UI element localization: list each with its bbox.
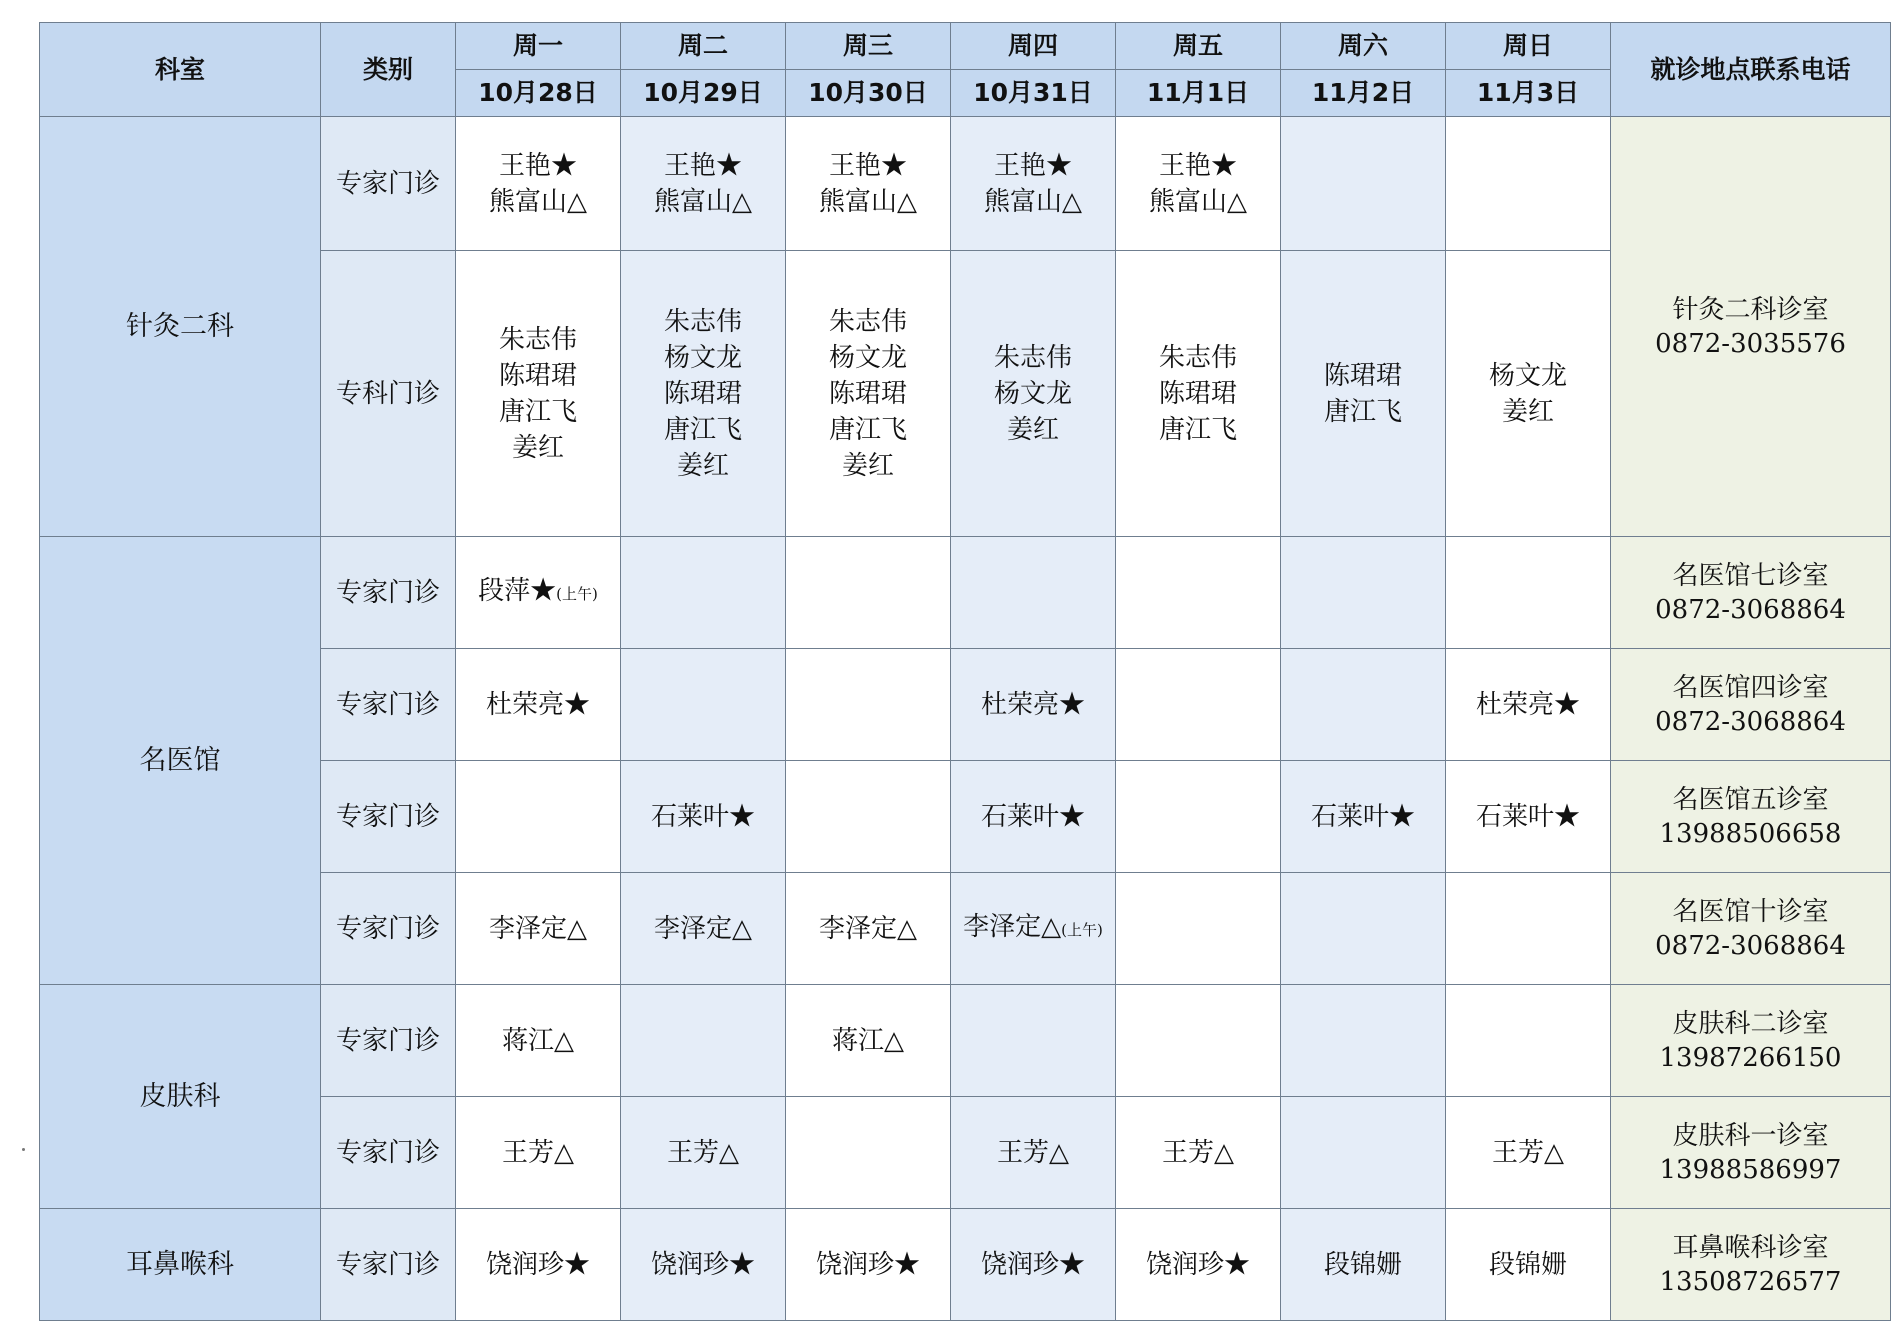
location-room: 名医馆五诊室 — [1672, 784, 1829, 815]
header-category: 类别 — [321, 23, 456, 117]
doctor-entry: 王艳★ — [1158, 150, 1237, 181]
department-name: 名医馆 — [40, 537, 321, 985]
schedule-cell — [1281, 251, 1446, 537]
category-cell: 专家门诊 — [321, 649, 456, 761]
header-date: 10月30日 — [786, 70, 951, 117]
schedule-cell — [621, 117, 786, 251]
doctor-entry: 杨文龙 — [993, 378, 1072, 409]
schedule-cell — [1281, 649, 1446, 761]
schedule-cell — [1116, 251, 1281, 537]
schedule-cell — [1446, 649, 1611, 761]
doctor-entry: 杨文龙 — [663, 342, 742, 373]
location-phone: 13988506658 — [1659, 818, 1842, 849]
schedule-cell — [621, 873, 786, 985]
location-room: 耳鼻喉科诊室 — [1672, 1232, 1829, 1263]
table-row — [40, 117, 1891, 251]
doctor-entry: 王芳△ — [1162, 1137, 1234, 1168]
schedule-cell — [1281, 117, 1446, 251]
doctor-entry: 姜红 — [511, 432, 564, 463]
header-weekday: 周一 — [456, 23, 621, 70]
schedule-cell — [1281, 1097, 1446, 1209]
doctor-entry: 熊富山△ — [984, 186, 1082, 217]
doctor-entry: 唐江飞 — [1158, 414, 1237, 445]
doctor-entry: 李泽定△(上午) — [963, 912, 1103, 942]
schedule-cell — [951, 1209, 1116, 1321]
department-name: 耳鼻喉科 — [40, 1209, 321, 1321]
header-weekday: 周六 — [1281, 23, 1446, 70]
doctor-entry: 段锦姗 — [1488, 1249, 1567, 1280]
header-weekday: 周五 — [1116, 23, 1281, 70]
schedule-cell — [786, 985, 951, 1097]
doctor-entry: 朱志伟 — [663, 306, 742, 337]
location-phone: 13988586997 — [1659, 1154, 1842, 1185]
schedule-cell — [456, 117, 621, 251]
category-cell: 专家门诊 — [321, 1209, 456, 1321]
schedule-cell — [456, 761, 621, 873]
doctor-entry: 唐江飞 — [498, 396, 577, 427]
schedule-cell — [621, 985, 786, 1097]
header-weekday: 周二 — [621, 23, 786, 70]
doctor-entry: 杨文龙 — [828, 342, 907, 373]
schedule-table — [39, 22, 1891, 1321]
schedule-cell — [786, 537, 951, 649]
session-note: (上午) — [556, 585, 598, 603]
doctor-entry: 陈珺珺 — [663, 378, 742, 409]
table-row — [40, 985, 1891, 1097]
schedule-cell — [786, 761, 951, 873]
doctor-entry: 王芳△ — [1492, 1137, 1564, 1168]
location-cell — [1611, 537, 1891, 649]
doctor-entry: 饶润珍★ — [1145, 1249, 1250, 1280]
location-phone: 0872-3035576 — [1655, 328, 1846, 359]
category-cell: 专家门诊 — [321, 1097, 456, 1209]
schedule-cell — [456, 537, 621, 649]
header-date: 10月28日 — [456, 70, 621, 117]
doctor-entry: 王艳★ — [663, 150, 742, 181]
doctor-entry: 熊富山△ — [489, 186, 587, 217]
category-cell: 专科门诊 — [321, 251, 456, 537]
doctor-entry: 唐江飞 — [828, 414, 907, 445]
schedule-cell — [1116, 873, 1281, 985]
schedule-cell — [1116, 117, 1281, 251]
doctor-entry: 石莱叶★ — [650, 801, 755, 832]
session-note: (上午) — [1061, 921, 1103, 939]
doctor-entry: 王芳△ — [667, 1137, 739, 1168]
doctor-entry: 蒋江△ — [832, 1025, 904, 1056]
category-cell: 专家门诊 — [321, 985, 456, 1097]
location-phone: 0872-3068864 — [1655, 930, 1846, 961]
doctor-entry: 朱志伟 — [993, 342, 1072, 373]
location-cell — [1611, 761, 1891, 873]
schedule-cell — [1281, 873, 1446, 985]
schedule-cell — [1116, 1209, 1281, 1321]
doctor-entry: 姜红 — [676, 450, 729, 481]
schedule-cell — [621, 537, 786, 649]
schedule-cell — [1446, 537, 1611, 649]
schedule-cell — [1116, 985, 1281, 1097]
location-cell — [1611, 1097, 1891, 1209]
schedule-cell — [786, 649, 951, 761]
schedule-cell — [621, 761, 786, 873]
doctor-entry: 石莱叶★ — [980, 801, 1085, 832]
location-room: 名医馆十诊室 — [1672, 896, 1829, 927]
header-weekday: 周日 — [1446, 23, 1611, 70]
schedule-cell — [456, 1209, 621, 1321]
schedule-cell — [951, 985, 1116, 1097]
schedule-cell — [1446, 1097, 1611, 1209]
schedule-cell — [786, 117, 951, 251]
header-weekday: 周三 — [786, 23, 951, 70]
schedule-cell — [1281, 985, 1446, 1097]
schedule-cell — [1446, 985, 1611, 1097]
doctor-entry: 熊富山△ — [1149, 186, 1247, 217]
location-room: 皮肤科二诊室 — [1672, 1008, 1829, 1039]
doctor-entry: 石莱叶★ — [1475, 801, 1580, 832]
doctor-entry: 王芳△ — [502, 1137, 574, 1168]
schedule-cell — [951, 251, 1116, 537]
schedule-cell — [786, 1209, 951, 1321]
doctor-entry: 饶润珍★ — [650, 1249, 755, 1280]
doctor-entry: 姜红 — [1501, 396, 1554, 427]
doctor-entry: 李泽定△ — [819, 913, 917, 944]
doctor-entry: 石莱叶★ — [1310, 801, 1415, 832]
table-row — [40, 1209, 1891, 1321]
schedule-cell — [456, 1097, 621, 1209]
location-phone: 13508726577 — [1659, 1266, 1842, 1297]
schedule-cell — [786, 1097, 951, 1209]
category-cell: 专家门诊 — [321, 117, 456, 251]
location-room: 名医馆四诊室 — [1672, 672, 1829, 703]
doctor-entry: 唐江飞 — [663, 414, 742, 445]
doctor-entry: 杨文龙 — [1488, 360, 1567, 391]
location-cell — [1611, 117, 1891, 537]
doctor-entry: 熊富山△ — [654, 186, 752, 217]
schedule-cell — [951, 649, 1116, 761]
schedule-cell — [951, 1097, 1116, 1209]
schedule-cell — [1116, 649, 1281, 761]
doctor-entry: 熊富山△ — [819, 186, 917, 217]
schedule-cell — [1116, 537, 1281, 649]
table-row — [40, 537, 1891, 649]
header-date: 10月29日 — [621, 70, 786, 117]
doctor-entry: 朱志伟 — [498, 324, 577, 355]
location-room: 名医馆七诊室 — [1672, 560, 1829, 591]
doctor-entry: 杜荣亮★ — [485, 689, 590, 720]
department-name: 皮肤科 — [40, 985, 321, 1209]
location-phone: 0872-3068864 — [1655, 706, 1846, 737]
header-weekday: 周四 — [951, 23, 1116, 70]
schedule-cell — [1116, 761, 1281, 873]
schedule-cell — [1281, 537, 1446, 649]
doctor-entry: 王艳★ — [828, 150, 907, 181]
schedule-cell — [1446, 1209, 1611, 1321]
doctor-entry: 饶润珍★ — [815, 1249, 920, 1280]
department-name: 针灸二科 — [40, 117, 321, 537]
doctor-entry: 姜红 — [841, 450, 894, 481]
doctor-entry: 段萍★(上午) — [478, 576, 598, 606]
schedule-cell — [1116, 1097, 1281, 1209]
schedule-cell — [951, 761, 1116, 873]
header-date: 11月1日 — [1116, 70, 1281, 117]
doctor-entry: 朱志伟 — [1158, 342, 1237, 373]
schedule-cell — [1446, 251, 1611, 537]
header-dept: 科室 — [40, 23, 321, 117]
schedule-cell — [951, 117, 1116, 251]
schedule-cell — [1446, 117, 1611, 251]
doctor-entry: 王艳★ — [498, 150, 577, 181]
doctor-entry: 陈珺珺 — [828, 378, 907, 409]
doctor-entry: 唐江飞 — [1323, 396, 1402, 427]
header-date: 11月3日 — [1446, 70, 1611, 117]
schedule-cell — [1281, 1209, 1446, 1321]
schedule-cell — [951, 537, 1116, 649]
schedule-cell — [621, 1209, 786, 1321]
doctor-entry: 陈珺珺 — [498, 360, 577, 391]
doctor-entry: 陈珺珺 — [1158, 378, 1237, 409]
stray-dot — [22, 1148, 25, 1151]
doctor-entry: 饶润珍★ — [980, 1249, 1085, 1280]
schedule-cell — [456, 251, 621, 537]
category-cell: 专家门诊 — [321, 537, 456, 649]
schedule-cell — [456, 649, 621, 761]
schedule-cell — [786, 251, 951, 537]
schedule-cell — [621, 251, 786, 537]
location-phone: 0872-3068864 — [1655, 594, 1846, 625]
doctor-entry: 李泽定△ — [489, 913, 587, 944]
doctor-entry: 段锦姗 — [1323, 1249, 1402, 1280]
category-cell: 专家门诊 — [321, 761, 456, 873]
doctor-entry: 蒋江△ — [502, 1025, 574, 1056]
doctor-entry: 杜荣亮★ — [1475, 689, 1580, 720]
schedule-cell — [1446, 873, 1611, 985]
header-date: 11月2日 — [1281, 70, 1446, 117]
doctor-entry: 王芳△ — [997, 1137, 1069, 1168]
doctor-entry: 王艳★ — [993, 150, 1072, 181]
doctor-entry: 朱志伟 — [828, 306, 907, 337]
doctor-entry: 姜红 — [1006, 414, 1059, 445]
doctor-entry: 李泽定△ — [654, 913, 752, 944]
schedule-cell — [456, 873, 621, 985]
schedule-body — [40, 117, 1891, 1321]
location-room: 皮肤科一诊室 — [1672, 1120, 1829, 1151]
doctor-entry: 饶润珍★ — [485, 1249, 590, 1280]
doctor-entry: 杜荣亮★ — [980, 689, 1085, 720]
schedule-cell — [621, 649, 786, 761]
schedule-cell — [951, 873, 1116, 985]
location-cell — [1611, 985, 1891, 1097]
location-phone: 13987266150 — [1659, 1042, 1842, 1073]
schedule-cell — [1446, 761, 1611, 873]
location-cell — [1611, 1209, 1891, 1321]
header-location: 就诊地点联系电话 — [1611, 23, 1891, 117]
location-room: 针灸二科诊室 — [1672, 294, 1829, 325]
header-date: 10月31日 — [951, 70, 1116, 117]
schedule-cell — [456, 985, 621, 1097]
schedule-cell — [786, 873, 951, 985]
schedule-cell — [1281, 761, 1446, 873]
header-row-weekdays — [40, 23, 1891, 70]
location-cell — [1611, 873, 1891, 985]
doctor-entry: 陈珺珺 — [1323, 360, 1402, 391]
category-cell: 专家门诊 — [321, 873, 456, 985]
schedule-cell — [621, 1097, 786, 1209]
location-cell — [1611, 649, 1891, 761]
